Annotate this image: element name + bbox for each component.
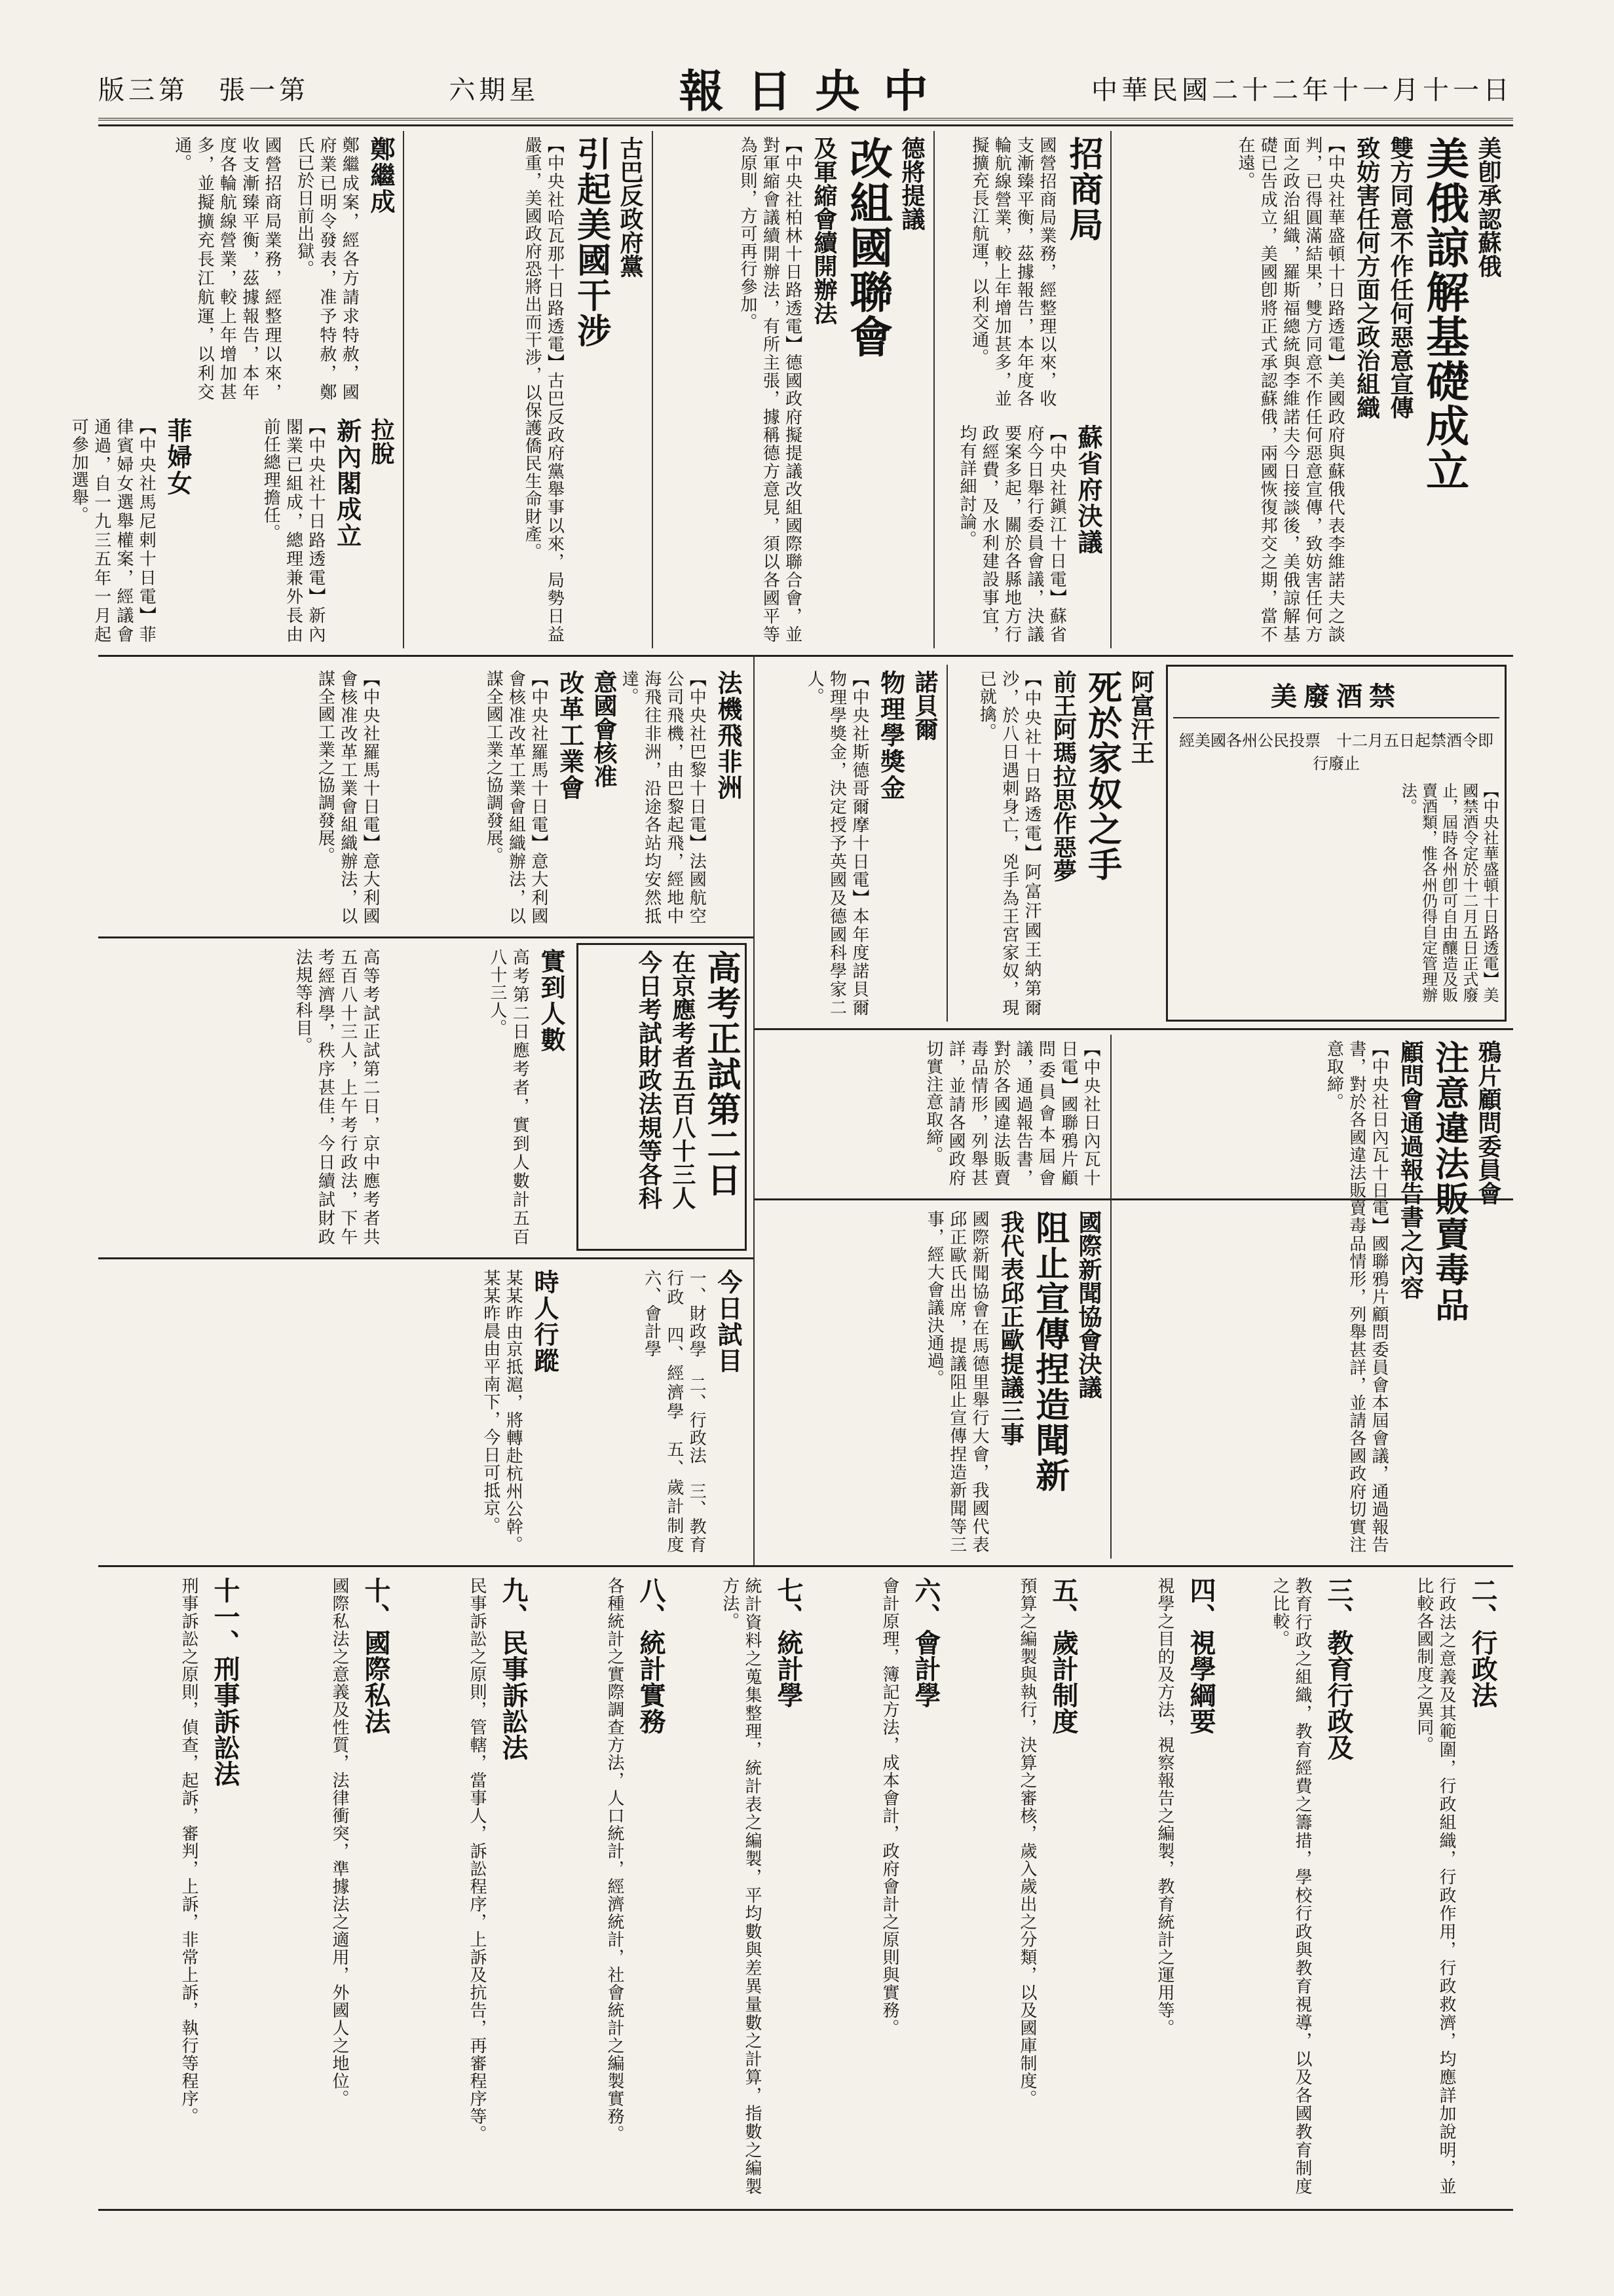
article-filler — [760, 1035, 1107, 1192]
article-headline: 實到人數 — [536, 948, 566, 1053]
article-wine — [1166, 665, 1507, 1022]
article-person — [105, 1264, 563, 1559]
article-headline: 改組國聯會 — [842, 136, 893, 359]
article-headline: 阻止宣傳捏造聞新 — [1029, 1210, 1070, 1493]
article-headline: 美俄諒解基礎成立 — [1418, 136, 1470, 492]
article-cuba — [406, 131, 648, 648]
article-physics — [760, 665, 943, 1022]
article-subhead: 我代表邱正歐提議三事 — [997, 1210, 1025, 1446]
statute-block — [544, 1572, 675, 2200]
statute-title: 六、會計學 — [910, 1577, 941, 1708]
article-body: 【中央社鎭江十日電】蘇省府今日舉行委員會議，決議要案多起，關於各縣地方行政經費，及水利建設事宜，均有詳細討論。 — [956, 424, 1067, 643]
statute-body — [110, 1577, 159, 2195]
article-exam — [576, 943, 747, 1251]
section-rule — [98, 1565, 1513, 1567]
statute-block — [1231, 1572, 1362, 2200]
article-headline: 物理學獎金 — [876, 670, 906, 801]
article-subhead: 雙方同意不作任何惡意宣傳 — [1387, 136, 1415, 419]
article-subhead: 及軍縮會續開辦法 — [810, 136, 838, 325]
column-rule — [947, 665, 948, 1022]
article-league — [655, 131, 930, 648]
article-headline: 菲婦女 — [163, 418, 193, 496]
article-zheng — [295, 131, 400, 406]
article-headline: 鄭繼成 — [366, 136, 396, 215]
article-headline: 新內閣成立 — [332, 418, 362, 549]
statute-block — [819, 1572, 950, 2200]
article-body: 國營招商局業務，經整理以來，收支漸臻平衡，茲據報告，本年度各輪航線營業，較上年增加甚多，並擬擴充長江航運，以利交通。 — [172, 136, 282, 401]
article-headline: 法機飛非洲 — [713, 670, 743, 801]
article-kicker: 古巴反政府黨 — [616, 136, 644, 278]
article-body: 【中央社斯德哥爾摩十日電】本年度諾貝爾物理學獎金，決定授予英國及德國科學家二人。 — [804, 670, 869, 1016]
column-rule — [1110, 1035, 1112, 1559]
article-kicker: 諾貝爾 — [911, 670, 939, 741]
article-kicker: 拉脫 — [367, 418, 395, 465]
masthead — [98, 58, 1513, 120]
article-exam-count — [393, 943, 570, 1251]
article-body: 【中央社馬尼剌十日電】菲律賓婦女選舉權案，經議會通過，自一九三五年一月起可參加選舉。 — [69, 418, 157, 643]
statute-body: 國際私法之意義及性質，法律衝突，準據法之適用，外國人之地位。 — [329, 1577, 349, 2107]
article-body: 高考第二日應考者，實到人數計五百八十三人。 — [487, 948, 530, 1246]
article-headline: 蘇省府決議 — [1074, 424, 1103, 555]
article-filler — [105, 131, 288, 406]
statute-title: 二、行政法 — [1467, 1577, 1498, 1708]
article-recruit — [937, 131, 1107, 413]
section-rule — [98, 655, 1513, 657]
masthead-edition: 版三第 張一第 — [98, 75, 309, 105]
article-body: 【中央社華盛頓十日路透電】美國政府與蘇俄代表李維諾夫之談判，已得圓滿結果，雙方同意不作任何惡意宣傳，致妨害任何方面之政治組織，羅斯福總統與李維諾夫今日接談後，美俄諒解基礎已告成立，美國卽將正式承認蘇俄，兩國恢復邦交之期，當不在遠。 — [1235, 136, 1345, 643]
article-headline: 改革工業會 — [555, 670, 585, 801]
article-headline: 死於家奴之手 — [1081, 670, 1122, 882]
statute-body: 教育行政之組織，教育經費之籌措，學校行政與教育視導，以及各國教育制度之比較。 — [1269, 1577, 1312, 2195]
article-kicker: 阿富汗王 — [1127, 670, 1155, 764]
article-exam-body — [105, 943, 386, 1251]
article-body: 【中央社羅馬十日電】意大利國會核准改革工業會組織辦法，以謀全國工業之協調發展。 — [315, 670, 380, 925]
article-headline: 引起美國干涉 — [571, 136, 611, 348]
statute-block — [1094, 1572, 1225, 2200]
statute-title: 三、教育行政及 — [1323, 1577, 1354, 1760]
article-kicker: 美卽承認蘇俄 — [1474, 136, 1502, 278]
article-cabinet — [203, 413, 400, 648]
article-labor — [393, 665, 622, 930]
statute-body: 統計資料之蒐集整理，統計表之編製，平均數與差異量數之計算，指數之編製方法。 — [719, 1577, 762, 2195]
article-body: 國營招商局業務，經整理以來，收支漸臻平衡，茲據報告，本年度各輪航線營業，較上年增加甚多，並擬擴充長江航運，以利交通。 — [969, 136, 1057, 407]
article-airline — [619, 665, 747, 930]
article-body: 某某昨由京抵滬，將轉赴杭州公幹。某某昨晨由平南下，今日可抵京。 — [480, 1269, 523, 1553]
article-kicker: 德將提議 — [898, 136, 926, 231]
article-subhead: 前王阿瑪拉思作惡夢 — [1049, 670, 1078, 882]
statute-block — [255, 1572, 400, 2200]
statute-block — [1369, 1572, 1507, 2200]
article-subhead: 在京應考者五百八十三人 — [668, 950, 696, 1210]
article-headline: 招商局 — [1063, 136, 1103, 242]
article-subhead: 致妨害任何方面之政治組織 — [1353, 136, 1381, 419]
article-body: 【中央社日內瓦十日電】國聯鴉片顧問委員會本屆會議，通過報告書，對於各國違法販賣毒品情形，列舉甚詳，並請各國政府切實注意取締。 — [1324, 1040, 1389, 1553]
statute-title: 九、民事訴訟法 — [498, 1577, 529, 1760]
article-kicker: 鴉片顧問委員會 — [1474, 1040, 1502, 1205]
article-body: 【中央社羅馬十日電】意大利國會核准改革工業會組織辦法，以謀全國工業之協調發展。 — [483, 670, 548, 925]
article-subhead: 經美國各州公民投票 十二月五日起禁酒令即行廢止 — [1179, 731, 1493, 773]
article-kicker: 國際新聞協會決議 — [1075, 1210, 1102, 1399]
article-body: 【中央社十日路透電】新內閣業已組成，總理兼外長由前任總理擔任。 — [261, 418, 326, 643]
article-body: 【中央社巴黎十日電】法國航空公司飛機，由巴黎起飛，經地中海飛往非洲，沿途各站均安然抵達。 — [619, 670, 707, 925]
article-banner: 美廢酒禁 — [1173, 672, 1499, 718]
statute-block — [105, 1572, 170, 2200]
article-subhead: 今日考試財政法規等各科 — [635, 950, 663, 1210]
article-headline: 時人行蹤 — [530, 1269, 559, 1374]
article-body: 【中央社華盛頓十日路透電】美國禁酒令定於十二月五日正式廢止，屆時各州卽可自由釀造及販賣酒類，惟各州仍得自定管理辦法。 — [1398, 783, 1499, 1003]
statute-title: 四、視學綱要 — [1186, 1577, 1216, 1734]
article-body: 鄭繼成案，經各方請求特赦，國府業已明令發表，准予特赦，鄭氏已於日前出獄。 — [294, 136, 360, 401]
article-su-council — [937, 419, 1107, 648]
statute-block — [681, 1572, 812, 2200]
article-subhead: 顧問會通過報告書之內容 — [1397, 1040, 1425, 1299]
statute-body: 視學之目的及方法，視察報告之編製，教育統計之運用等。 — [1155, 1577, 1174, 2037]
section-rule — [98, 1257, 753, 1259]
statute-body: 預算之編製與執行，決算之審核，歲入歲出之分類，以及國庫制度。 — [1017, 1577, 1037, 2107]
article-body: 高等考試正試第二日，京中應考者共五百八十三人，上午考行政法，下午考經濟學，秩序甚佳，今日續試財政法規等科目。 — [293, 948, 380, 1246]
article-kicker: 意國會核准 — [590, 670, 618, 788]
statute-title: 十一、刑事訴訟法 — [210, 1577, 240, 1787]
statute-title: 五、歲計制度 — [1048, 1577, 1079, 1734]
statute-body: 會計原理，簿記方法，成本會計，政府會計之原則與實務。 — [880, 1577, 899, 2037]
article-headline: 今日試目 — [713, 1269, 743, 1374]
article-body: 【中央社柏林十日路透電】德國政府擬提議改組國際聯合會，並對軍縮會議續開辦法，有所主張，據稱德方意見，須以各國平等為原則，方可再行參加。 — [738, 136, 802, 643]
statute-body: 民事訴訟之原則，管轄，當事人，訴訟程序，上訴及抗告，再審程序等。 — [467, 1577, 487, 2143]
statute-block — [956, 1572, 1087, 2200]
statute-body: 行政法之意義及其範圍，行政組織，行政作用，行政救濟，均應詳加說明，並比較各國制度之異同。 — [1414, 1577, 1456, 2195]
section-rule — [753, 1028, 1513, 1030]
column-rule — [933, 131, 935, 648]
article-body: 【中央社哈瓦那十日路透電】古巴反政府黨舉事以來，局勢日益嚴重，美國政府恐將出而干涉，以保護僑民生命財產。 — [522, 136, 565, 643]
masthead-date: 中華民國二十二年十一月十一日 — [1091, 75, 1513, 105]
statute-body: 刑事訴訟之原則，偵查，起訴，審判，上訴，非常上訴，執行等程序。 — [179, 1577, 198, 2125]
article-body: 國際新聞協會在馬德里舉行大會，我國代表邱正歐氏出席，提議阻止宣傳捏造新聞等三事，經大會議決通過。 — [924, 1210, 990, 1553]
column-rule — [753, 655, 755, 1565]
section-rule — [98, 936, 753, 938]
masthead-weekday: 六期星 — [449, 75, 540, 105]
article-women — [69, 413, 197, 648]
article-body: 【中央社十日路透電】阿富汗國王納第爾沙，於八日遇刺身亡，兇手為王宮家奴，現已就擒。 — [977, 670, 1042, 1016]
article-sino-us — [1114, 131, 1507, 648]
statute-block — [406, 1572, 537, 2200]
article-body: 【中央社日內瓦十日電】國聯鴉片顧問委員會本屆會議，通過報告書，對於各國違法販賣毒品情形，列舉甚詳，並請各國政府切實注意取締。 — [923, 1040, 1100, 1187]
article-afghan — [950, 665, 1159, 1022]
article-exam-list — [570, 1264, 747, 1571]
statute-title: 七、統計學 — [773, 1577, 804, 1708]
statute-title: 十、國際私法 — [360, 1577, 391, 1734]
statute-block — [177, 1572, 249, 2200]
statute-body: 各種統計之實際調查方法，人口統計，經濟統計，社會統計之編製實務。 — [605, 1577, 624, 2143]
article-narcotics — [1114, 1035, 1507, 1559]
paper-name: 報日央中 — [679, 65, 952, 118]
article-headline: 注意違法販賣毒品 — [1429, 1040, 1469, 1323]
article-press — [760, 1205, 1107, 1559]
column-rule — [1110, 131, 1112, 648]
column-rule — [403, 131, 404, 648]
column-rule — [652, 131, 653, 648]
article-body: 一、財政學 二、行政法 三、教育行政 四、經濟學 五、歲計制度 六、會計學 — [641, 1269, 707, 1571]
statute-title: 八、統計實務 — [635, 1577, 666, 1734]
article-filler — [105, 665, 386, 930]
article-headline: 高考正試第二日 — [701, 950, 741, 1198]
